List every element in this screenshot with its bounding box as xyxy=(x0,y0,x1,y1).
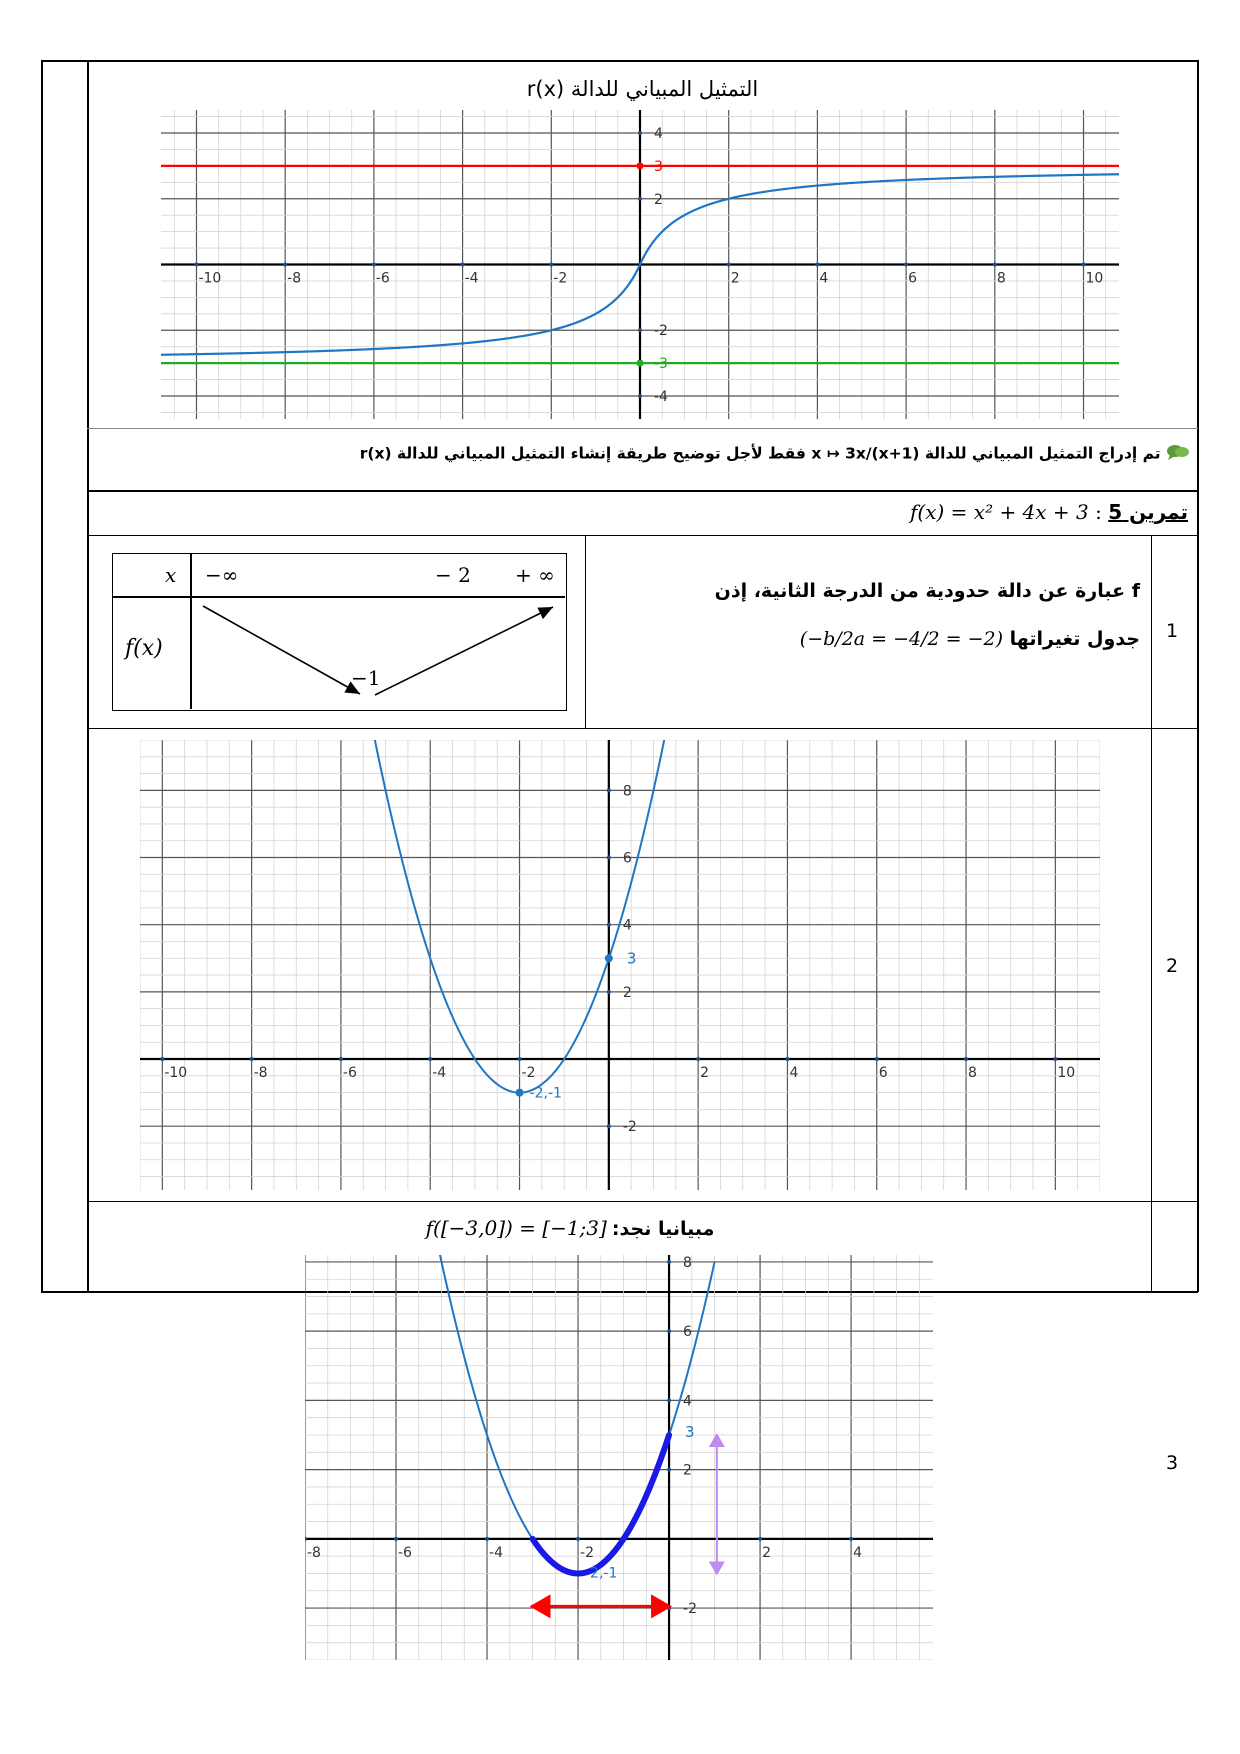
x-tick-label: 6 xyxy=(908,270,918,287)
x-tick-label: -4 xyxy=(464,270,479,287)
chart3-graph xyxy=(305,1255,933,1660)
x-tick-mark xyxy=(250,1057,254,1061)
variation-table xyxy=(112,553,567,711)
parabola-curve xyxy=(428,1255,715,1573)
y-tick-label: -2 xyxy=(654,323,668,340)
x-tick-label: -4 xyxy=(489,1544,503,1561)
row3-number: 3 xyxy=(1166,1452,1179,1474)
x-tick-mark xyxy=(758,1537,762,1541)
exercise-title: تمرين 5 xyxy=(1108,500,1188,524)
row1-number: 1 xyxy=(1166,620,1179,642)
chart1-note xyxy=(90,443,1190,465)
x-tick-label: -10 xyxy=(164,1065,188,1082)
x-tick-label: 8 xyxy=(968,1065,977,1082)
variation-table-arrows xyxy=(113,554,568,712)
y-tick-mark xyxy=(607,990,611,994)
x-tick-label: -6 xyxy=(342,1065,357,1082)
frame-top-border xyxy=(41,60,1198,62)
x-tick-label: -8 xyxy=(287,270,302,287)
x-tick-mark xyxy=(339,1057,343,1061)
y-tick-mark xyxy=(638,328,642,332)
vertex-label: 2,-1 xyxy=(590,1565,618,1582)
x-tick-mark xyxy=(785,1057,789,1061)
y-tick-label: -2 xyxy=(683,1601,698,1618)
y-tick-label: 8 xyxy=(683,1255,692,1271)
y-tick-mark xyxy=(667,1329,671,1333)
row3-caption-label: مبيانيا نجد: xyxy=(611,1218,715,1240)
x-tick-mark xyxy=(194,263,198,267)
row3-caption-formula: f([−3,0]) = [−1;3] xyxy=(425,1216,607,1240)
decreasing-arrow xyxy=(203,606,360,694)
variation-table-x-label: x xyxy=(165,563,177,587)
y-tick-label: -4 xyxy=(654,388,668,405)
x-tick-mark xyxy=(394,1537,398,1541)
x-tick-mark xyxy=(305,1537,307,1541)
x-tick-mark xyxy=(283,263,287,267)
row1-column-divider xyxy=(585,535,586,728)
x-tick-mark xyxy=(1082,263,1086,267)
row1-line1: f عبارة عن دالة حدودية من الدرجة الثانية، إذن xyxy=(714,580,1140,602)
x-tick-mark xyxy=(1053,1057,1057,1061)
x-tick-mark xyxy=(815,263,819,267)
x-tick-mark xyxy=(549,263,553,267)
x-tick-label: 10 xyxy=(1085,270,1104,287)
row1-text-line1 xyxy=(600,580,1140,602)
y-tick-label: 6 xyxy=(683,1324,692,1341)
divider-after-exercise xyxy=(87,535,1198,536)
x-tick-mark xyxy=(372,263,376,267)
x-tick-mark xyxy=(875,1057,879,1061)
chart1-title: التمثيل المبياني للدالة r(x) xyxy=(526,77,759,101)
asymptote-top-point xyxy=(637,162,644,169)
x-tick-label: -8 xyxy=(253,1065,268,1082)
asymptote-top-label: 3 xyxy=(654,158,663,175)
frame-left-border xyxy=(41,60,43,1292)
x-tick-mark xyxy=(904,263,908,267)
y-tick-label: 8 xyxy=(622,783,632,800)
x-tick-label: -2 xyxy=(553,270,568,287)
y-tick-label: 6 xyxy=(622,850,632,867)
x-tick-mark xyxy=(518,1057,522,1061)
x-tick-mark xyxy=(993,263,997,267)
frame-right-border xyxy=(1197,60,1199,1292)
y-tick-mark xyxy=(607,1124,611,1128)
x-tick-label: 2 xyxy=(762,1544,771,1561)
variation-table-fx-label: f(x) xyxy=(125,636,163,661)
row-number-column-divider xyxy=(1151,535,1152,1292)
y-tick-mark xyxy=(607,923,611,927)
note-text: تم إدراج التمثيل المبياني للدالة x ↦ 3x/(x+1) فقط لأجل توضيح طريقة إنشاء التمثيل المبياني للدالة r(x) xyxy=(359,444,1161,463)
x-tick-label: 2 xyxy=(700,1065,710,1082)
chart1-rx-graph xyxy=(161,110,1119,419)
divider-after-row2 xyxy=(87,1201,1198,1202)
divider-after-note xyxy=(87,490,1198,492)
x-tick-label: 8 xyxy=(996,270,1006,287)
x-tick-label: 4 xyxy=(789,1065,799,1082)
y-tick-mark xyxy=(607,856,611,860)
y-tick-label: 2 xyxy=(683,1462,692,1479)
chart2-parabola-graph xyxy=(140,740,1100,1190)
x-tick-label: -2 xyxy=(521,1065,536,1082)
y-tick-label: 4 xyxy=(622,917,632,934)
y-tick-label: 4 xyxy=(654,126,663,143)
x-tick-mark xyxy=(485,1537,489,1541)
asymptote-bottom-label: -3 xyxy=(654,356,668,373)
y-tick-mark xyxy=(667,1398,671,1402)
y-intercept-label: 3 xyxy=(685,1423,695,1441)
x-tick-label: 2 xyxy=(730,270,740,287)
divider-after-row1 xyxy=(87,728,1198,729)
y-tick-mark xyxy=(638,394,642,398)
x-tick-mark xyxy=(428,1057,432,1061)
y-tick-mark xyxy=(667,1468,671,1472)
x-tick-label: -8 xyxy=(307,1544,321,1561)
row1-line2-label: جدول تغيراتها xyxy=(1009,628,1140,650)
variation-table-x-plus-inf: + ∞ xyxy=(515,563,555,587)
variation-table-x-minus-inf: −∞ xyxy=(205,563,239,587)
asymptote-bottom-point xyxy=(637,360,644,367)
y-tick-label: 4 xyxy=(683,1393,692,1410)
row3-caption xyxy=(300,1216,840,1240)
variation-table-min-value: −1 xyxy=(351,666,381,690)
frame-number-column-border xyxy=(87,60,89,1292)
x-tick-label: -4 xyxy=(432,1065,447,1082)
vertex-label: -2,-1 xyxy=(529,1085,562,1102)
vertex-point xyxy=(516,1089,524,1097)
exercise-colon: : xyxy=(1095,500,1102,524)
variation-table-x-vertex: − 2 xyxy=(435,563,471,587)
exercise-heading-line xyxy=(100,500,1188,524)
x-tick-mark xyxy=(461,263,465,267)
y-tick-label: -2 xyxy=(622,1119,637,1136)
row2-number: 2 xyxy=(1166,955,1179,977)
x-tick-mark xyxy=(160,1057,164,1061)
exercise-function: f(x) = x² + 4x + 3 xyxy=(910,500,1089,524)
x-tick-label: -6 xyxy=(375,270,390,287)
x-tick-label: -6 xyxy=(398,1544,412,1561)
x-tick-label: 6 xyxy=(878,1065,888,1082)
y-intercept-label: 3 xyxy=(626,949,637,968)
x-tick-mark xyxy=(964,1057,968,1061)
x-tick-mark xyxy=(727,263,731,267)
x-tick-mark xyxy=(576,1537,580,1541)
row1-line2-formula: (−b/2a = −4/2 = −2) xyxy=(799,628,1004,650)
speech-bubbles-icon xyxy=(1166,443,1190,465)
divider-after-chart1 xyxy=(87,428,1198,429)
x-tick-label: 4 xyxy=(819,270,829,287)
y-tick-label: 2 xyxy=(622,984,632,1001)
y-tick-mark xyxy=(607,788,611,792)
x-tick-label: 10 xyxy=(1057,1065,1076,1082)
x-tick-mark xyxy=(849,1537,853,1541)
x-tick-label: -10 xyxy=(198,270,222,287)
increasing-arrow xyxy=(375,607,553,695)
y-tick-mark xyxy=(667,1260,671,1264)
y-tick-mark xyxy=(638,197,642,201)
x-tick-mark xyxy=(696,1057,700,1061)
y-tick-mark xyxy=(638,131,642,135)
y-intercept-point xyxy=(605,954,613,962)
y-tick-label: 2 xyxy=(654,191,663,208)
x-tick-label: 4 xyxy=(853,1544,863,1561)
row1-text-line2 xyxy=(600,628,1140,650)
x-tick-label: -2 xyxy=(580,1544,595,1561)
